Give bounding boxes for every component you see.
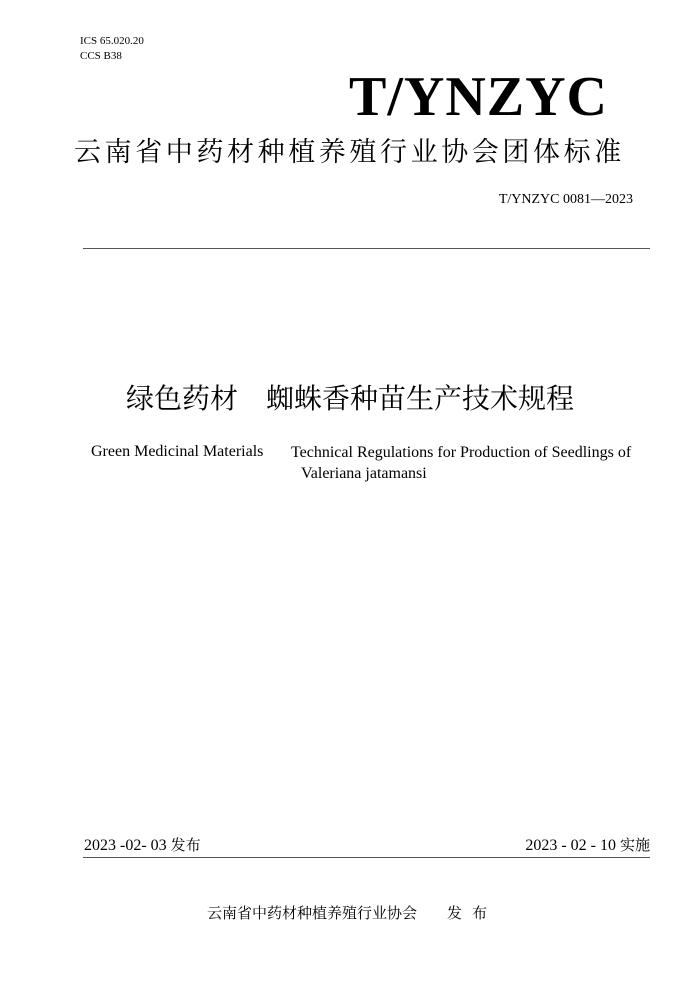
issue-date [84,834,201,857]
ccs-code: CCS B38 [80,50,122,62]
title-en-part2-line2: Valeriana jatamansi [301,465,427,482]
title-zh-part2: 蜘蛛香种苗生产技术规程 [266,382,575,415]
ics-code: ICS 65.020.20 [80,35,144,47]
document-number: T/YNZYC 0081—2023 [498,192,633,207]
implementation-date-value: 2023 - 02 - 10 [525,837,616,854]
footer-divider [83,857,650,858]
issuer-name: 云南省中药材种植养殖行业协会 [207,904,418,922]
issuer-action: 发布 [447,904,498,922]
document-title-zh [0,378,700,420]
issuer [207,902,497,924]
implementation-date-label: 实施 [619,836,650,854]
org-code-logo: T/YNZYC [348,66,608,128]
title-en-part2-line1: Technical Regulations for Production of Seedlings of [291,444,632,461]
issue-date-value: 2023 -02- 03 [84,837,167,854]
issue-date-label: 发布 [170,836,201,854]
org-standard-name: 云南省中药材种植养殖行业协会团体标准 [74,137,625,168]
title-en-part1: Green Medicinal Materials [91,443,264,460]
title-zh-part1: 绿色药材 [125,382,238,415]
header-divider [83,248,650,249]
implementation-date [525,834,650,857]
